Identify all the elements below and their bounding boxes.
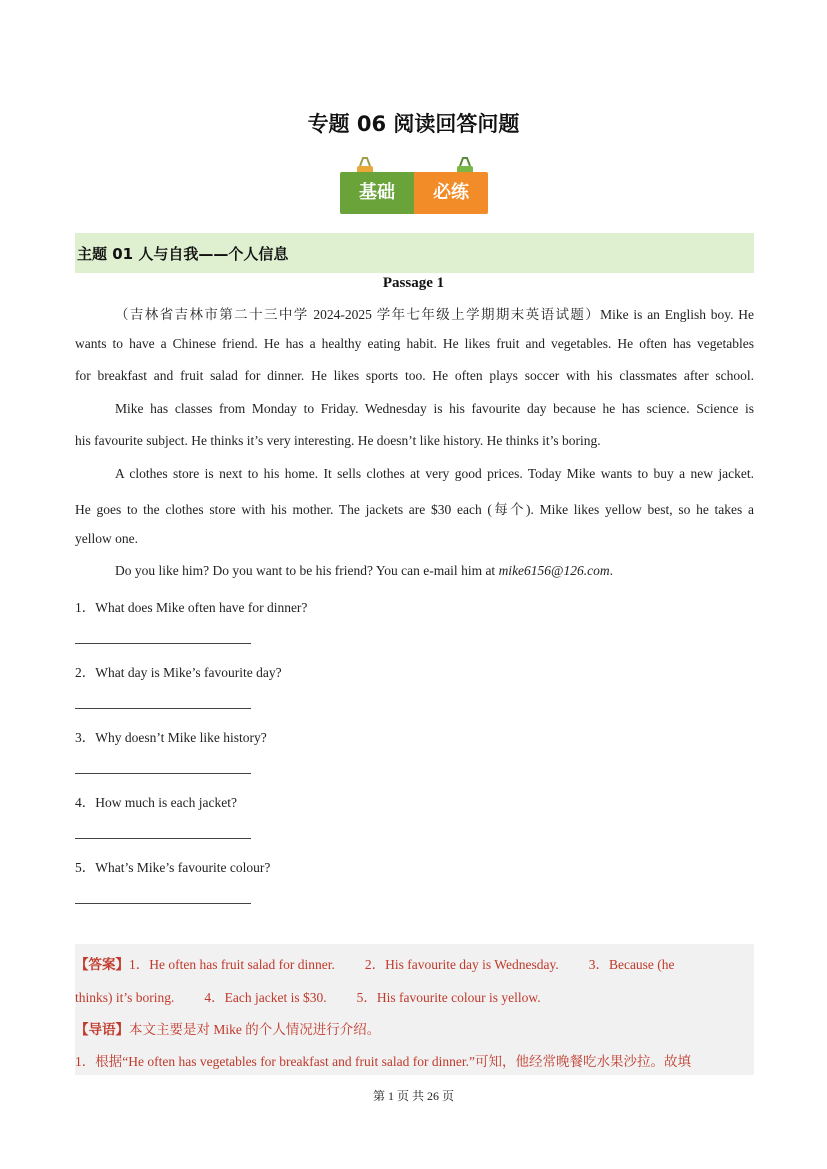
page-footer: 第 1 页 共 26 页 bbox=[372, 1089, 454, 1103]
answer-blank-1[interactable] bbox=[75, 643, 251, 644]
paragraph-line: A clothes store is next to his home. It sells clothes at very good prices. Today Mike wants to buy a new jacket. bbox=[115, 466, 754, 481]
question-5: 5．What’s Mike’s favourite colour? bbox=[75, 860, 271, 875]
badge-left-label: 基础 bbox=[340, 172, 414, 214]
answer-blank-2[interactable] bbox=[75, 708, 251, 709]
paragraph-line: for breakfast and fruit salad for dinner. He likes sports too. He often plays soccer with his classmates after school. bbox=[75, 368, 754, 383]
paragraph-line: Mike has classes from Monday to Friday. Wednesday is his favourite day because he has science. Science is bbox=[115, 401, 754, 416]
question-1: 1．What does Mike often have for dinner? bbox=[75, 600, 308, 615]
email-address: mike6156@126.com bbox=[498, 563, 610, 578]
answer-blank-5[interactable] bbox=[75, 903, 251, 904]
answer-line bbox=[75, 986, 541, 1006]
answer-2: 2．His favourite day is Wednesday. bbox=[364, 957, 559, 972]
question-4: 4．How much is each jacket? bbox=[75, 795, 237, 810]
passage-title: Passage 1 bbox=[382, 275, 445, 291]
answer-5: 5．His favourite colour is yellow. bbox=[356, 990, 541, 1005]
section-heading bbox=[75, 233, 754, 273]
paragraph-text: Do you like him? Do you want to be his friend? You can e-mail him at bbox=[115, 563, 499, 578]
guide-text: 本文主要是对 Mike 的个人情况进行介绍。 bbox=[129, 1022, 381, 1037]
paragraph-line: He goes to the clothes store with his mother. The jackets are $30 each (每个). Mike likes yellow best, so he takes a bbox=[75, 502, 754, 517]
answer-3: 3．Because (he bbox=[588, 957, 675, 972]
guide-line bbox=[75, 1018, 380, 1038]
answer-blank-4[interactable] bbox=[75, 838, 251, 839]
answer-4: 4．Each jacket is $30. bbox=[204, 990, 327, 1005]
paragraph-end: . bbox=[609, 563, 613, 578]
paragraph-line: （吉林省吉林市第二十三中学 2024-2025 学年七年级上学期期末英语试题）Mike is an English boy. He bbox=[115, 307, 754, 322]
answer-1: 1．He often has fruit salad for dinner. bbox=[129, 957, 335, 972]
question-3: 3．Why doesn’t Mike like history? bbox=[75, 730, 267, 745]
answer-blank-3[interactable] bbox=[75, 773, 251, 774]
answer-line bbox=[75, 953, 675, 973]
explanation-line: 1．根据“He often has vegetables for breakfast and fruit salad for dinner.”可知，他经常晚餐吃水果沙拉。故填 bbox=[75, 1054, 691, 1069]
badge bbox=[340, 154, 488, 216]
section-title: 主题 01 人与自我——个人信息 bbox=[77, 245, 289, 263]
paragraph-line bbox=[115, 563, 613, 579]
guide-label: 【导语】 bbox=[75, 1022, 129, 1038]
paragraph-line: wants to have a Chinese friend. He has a healthy eating habit. He likes fruit and vegetables. He often has vegetables bbox=[75, 336, 754, 351]
paragraph-line: yellow one. bbox=[75, 531, 138, 546]
paragraph-line: his favourite subject. He thinks it’s very interesting. He doesn’t like history. He thinks it’s boring. bbox=[75, 433, 601, 448]
answer-3-cont: thinks) it’s boring. bbox=[75, 990, 175, 1005]
answer-label: 【答案】 bbox=[75, 957, 129, 973]
question-2: 2．What day is Mike’s favourite day? bbox=[75, 665, 282, 680]
badge-right-label: 必练 bbox=[414, 172, 488, 214]
page-title: 专题 06 阅读回答问题 bbox=[307, 112, 520, 136]
